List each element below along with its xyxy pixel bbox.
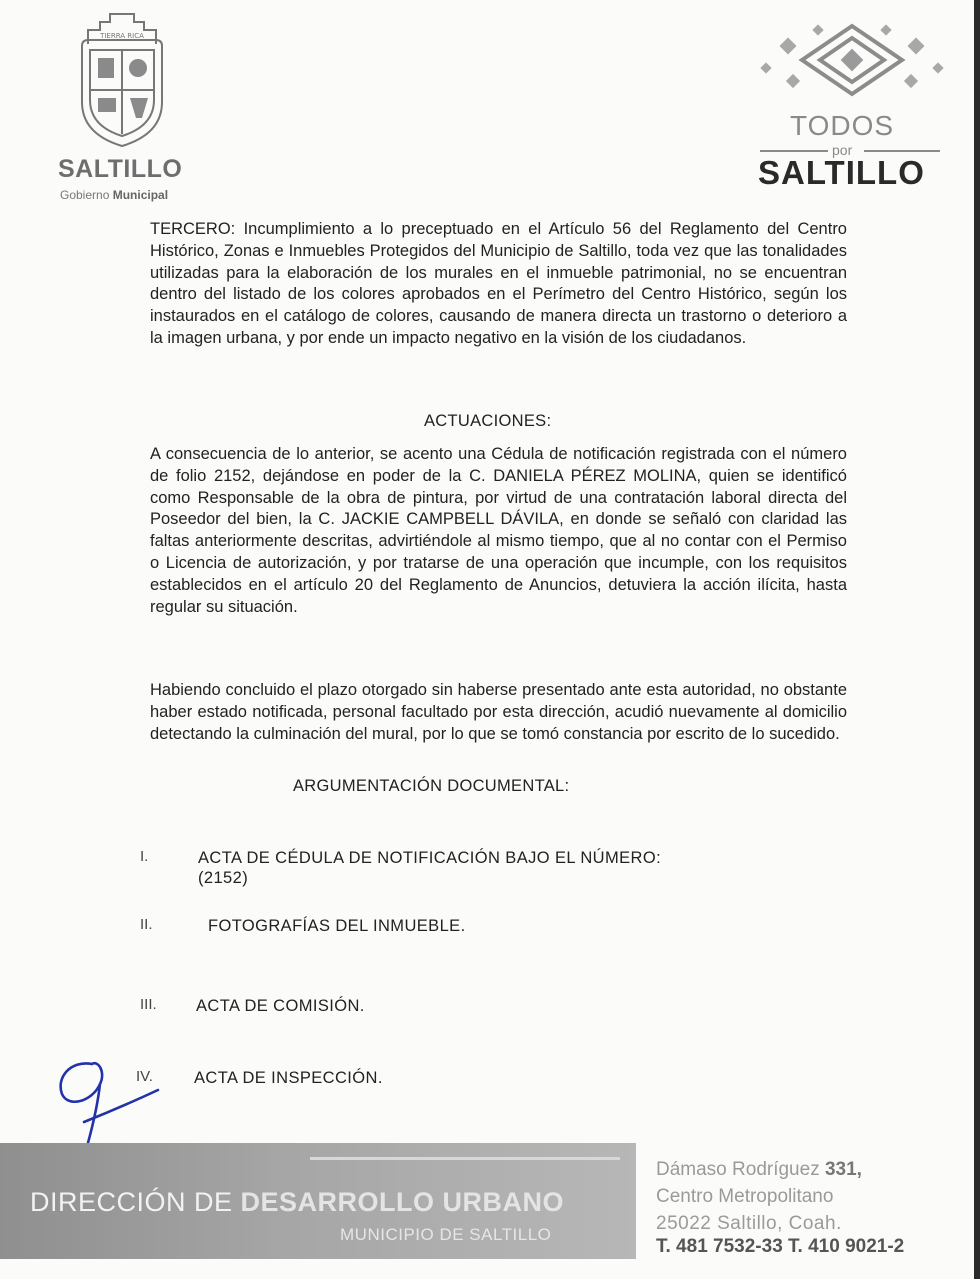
logo-gobierno-municipal: Gobierno Municipal [60, 188, 169, 202]
footer-municipality: MUNICIPIO DE SALTILLO [340, 1225, 552, 1244]
address-city: 25022 Saltillo, Coah. [656, 1213, 842, 1234]
document-item [140, 848, 820, 892]
document-title: ACTA DE CÉDULA DE NOTIFICACIÓN BAJO EL NÚMERO: (2152) [198, 849, 662, 887]
logo-por-text: por [832, 142, 853, 158]
address-neighborhood: Centro Metropolitano [656, 1186, 834, 1207]
folio-number: 2152 [213, 466, 251, 485]
coat-of-arms-icon [74, 10, 170, 150]
actuaciones-paragraph: A consecuencia de lo anterior, se acento una Cédula de notificación registrada con el número de folio 2152, dejándose en poder de la C. DANIELA PÉREZ MOLINA, quien se identificó como Responsable de la obra de pintura, por virtud de una contratación laboral directa del Poseedor del bien, la C. JACKIE CAMPBELL DÁVILA, en donde se señaló con claridad las faltas anteriormente descritas, advirtiéndole al mismo tiempo, que al no contar con el Permiso o Licencia de autorización, y por tratarse de una operación que incumple, con los requisitos establecidos en el artículo 20 del Reglamento de Anuncios, detuviera la acción ilícita, hasta regular su situación. [150, 445, 847, 616]
footer-phones: T. 481 7532-33 T. 410 9021-2 [656, 1236, 905, 1257]
document-item [140, 916, 820, 940]
document-item [140, 996, 820, 1020]
document-item [136, 1068, 816, 1092]
person-name: JACKIE CAMPBELL DÁVILA [341, 510, 560, 529]
document-title: ACTA DE INSPECCIÓN. [194, 1069, 383, 1087]
footer-top-rule [310, 1157, 620, 1160]
diamond-pattern-icon [752, 22, 952, 110]
document-number: IV. [136, 1068, 153, 1085]
address-street: Dámaso Rodríguez 331, [656, 1159, 862, 1180]
logo-saltillo-text: SALTILLO [758, 154, 925, 191]
logo-por-rule-right [864, 150, 940, 152]
person-name: DANIELA PÉREZ MOLINA [493, 466, 697, 485]
logo-todos-text: TODOS [790, 110, 895, 141]
argumentacion-heading: ARGUMENTACIÓN DOCUMENTAL: [293, 777, 570, 795]
saltillo-municipal-logo [52, 10, 192, 200]
document-number: III. [140, 996, 157, 1013]
tercero-paragraph: TERCERO: Incumplimiento a lo preceptuado en el Artículo 56 del Reglamento del Centro Histórico, Zonas e Inmuebles Protegidos del Municipio de Saltillo, toda vez que las tonalidades utilizadas para la elaboración de los murales en el inmueble patrimonial, no se encuentran dentro del listado de los colores aprobados en el Perímetro del Centro Histórico, según los instaurados en el catálogo de colores, causando de manera directa un trastorno o deterioro a la imagen urbana, y por ende un impacto negativo en la visión de los ciudadanos. [150, 220, 847, 347]
todos-por-saltillo-logo [752, 22, 952, 197]
document-title: FOTOGRAFÍAS DEL INMUEBLE. [208, 917, 466, 935]
document-number: I. [140, 848, 149, 865]
logo-city-name: SALTILLO [58, 155, 183, 183]
habiendo-paragraph: Habiendo concluido el plazo otorgado sin haberse presentado ante esta autoridad, no obstante haber estado notificada, personal facultado por esta dirección, acudió nuevamente al domicilio detectando la culminación del mural, por lo que se tomó constancia por escrito de lo sucedido. [150, 681, 847, 743]
crest-motto: TIERRA RICA [100, 32, 144, 40]
footer-department-title: DIRECCIÓN DE DESARROLLO URBANO [30, 1187, 565, 1217]
logo-por-rule-left [760, 150, 828, 152]
document-title: ACTA DE COMISIÓN. [196, 997, 365, 1015]
footer-band [0, 1143, 636, 1259]
footer-address [656, 1156, 862, 1237]
actuaciones-heading: ACTUACIONES: [424, 412, 552, 430]
document-number: II. [140, 916, 153, 933]
page-edge [974, 0, 980, 1279]
